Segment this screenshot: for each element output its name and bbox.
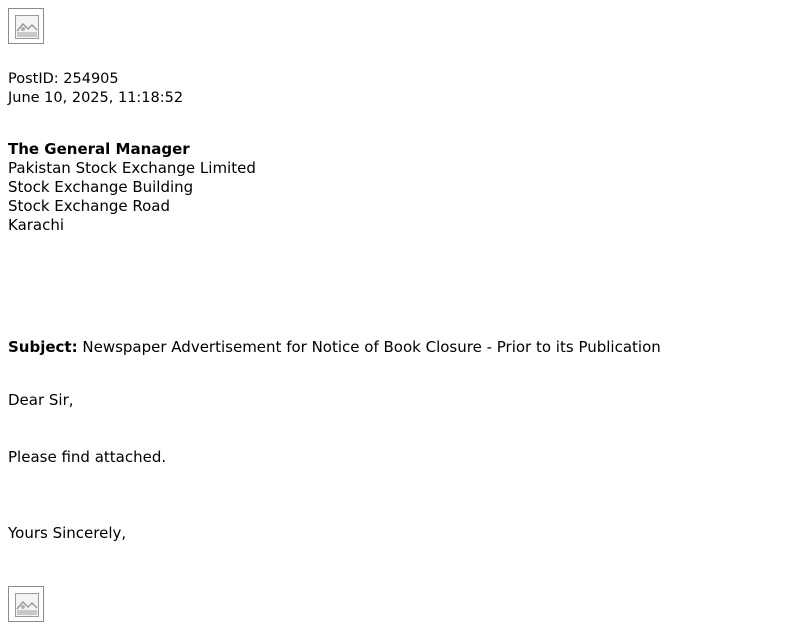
recipient-title: The General Manager [8,140,190,158]
closing: Yours Sincerely, [8,524,127,542]
recipient-address [8,140,256,235]
address-line: Stock Exchange Road [8,197,170,215]
post-datetime: June 10, 2025, 11:18:52 [8,90,184,106]
subject-line [8,338,661,357]
salutation: Dear Sir, [8,391,74,409]
signature-image [8,586,44,622]
broken-image-icon [15,593,39,617]
post-meta [8,70,183,108]
letterhead-image [8,8,44,44]
post-id: PostID: 254905 [8,71,119,87]
address-line: Pakistan Stock Exchange Limited [8,159,256,177]
address-line: Karachi [8,216,65,234]
subject-label: Subject: [8,338,78,356]
letter-body: Please find attached. [8,448,167,466]
address-line: Stock Exchange Building [8,178,194,196]
subject-text: Newspaper Advertisement for Notice of Book Closure - Prior to its Publication [77,338,661,356]
broken-image-icon [15,15,39,39]
